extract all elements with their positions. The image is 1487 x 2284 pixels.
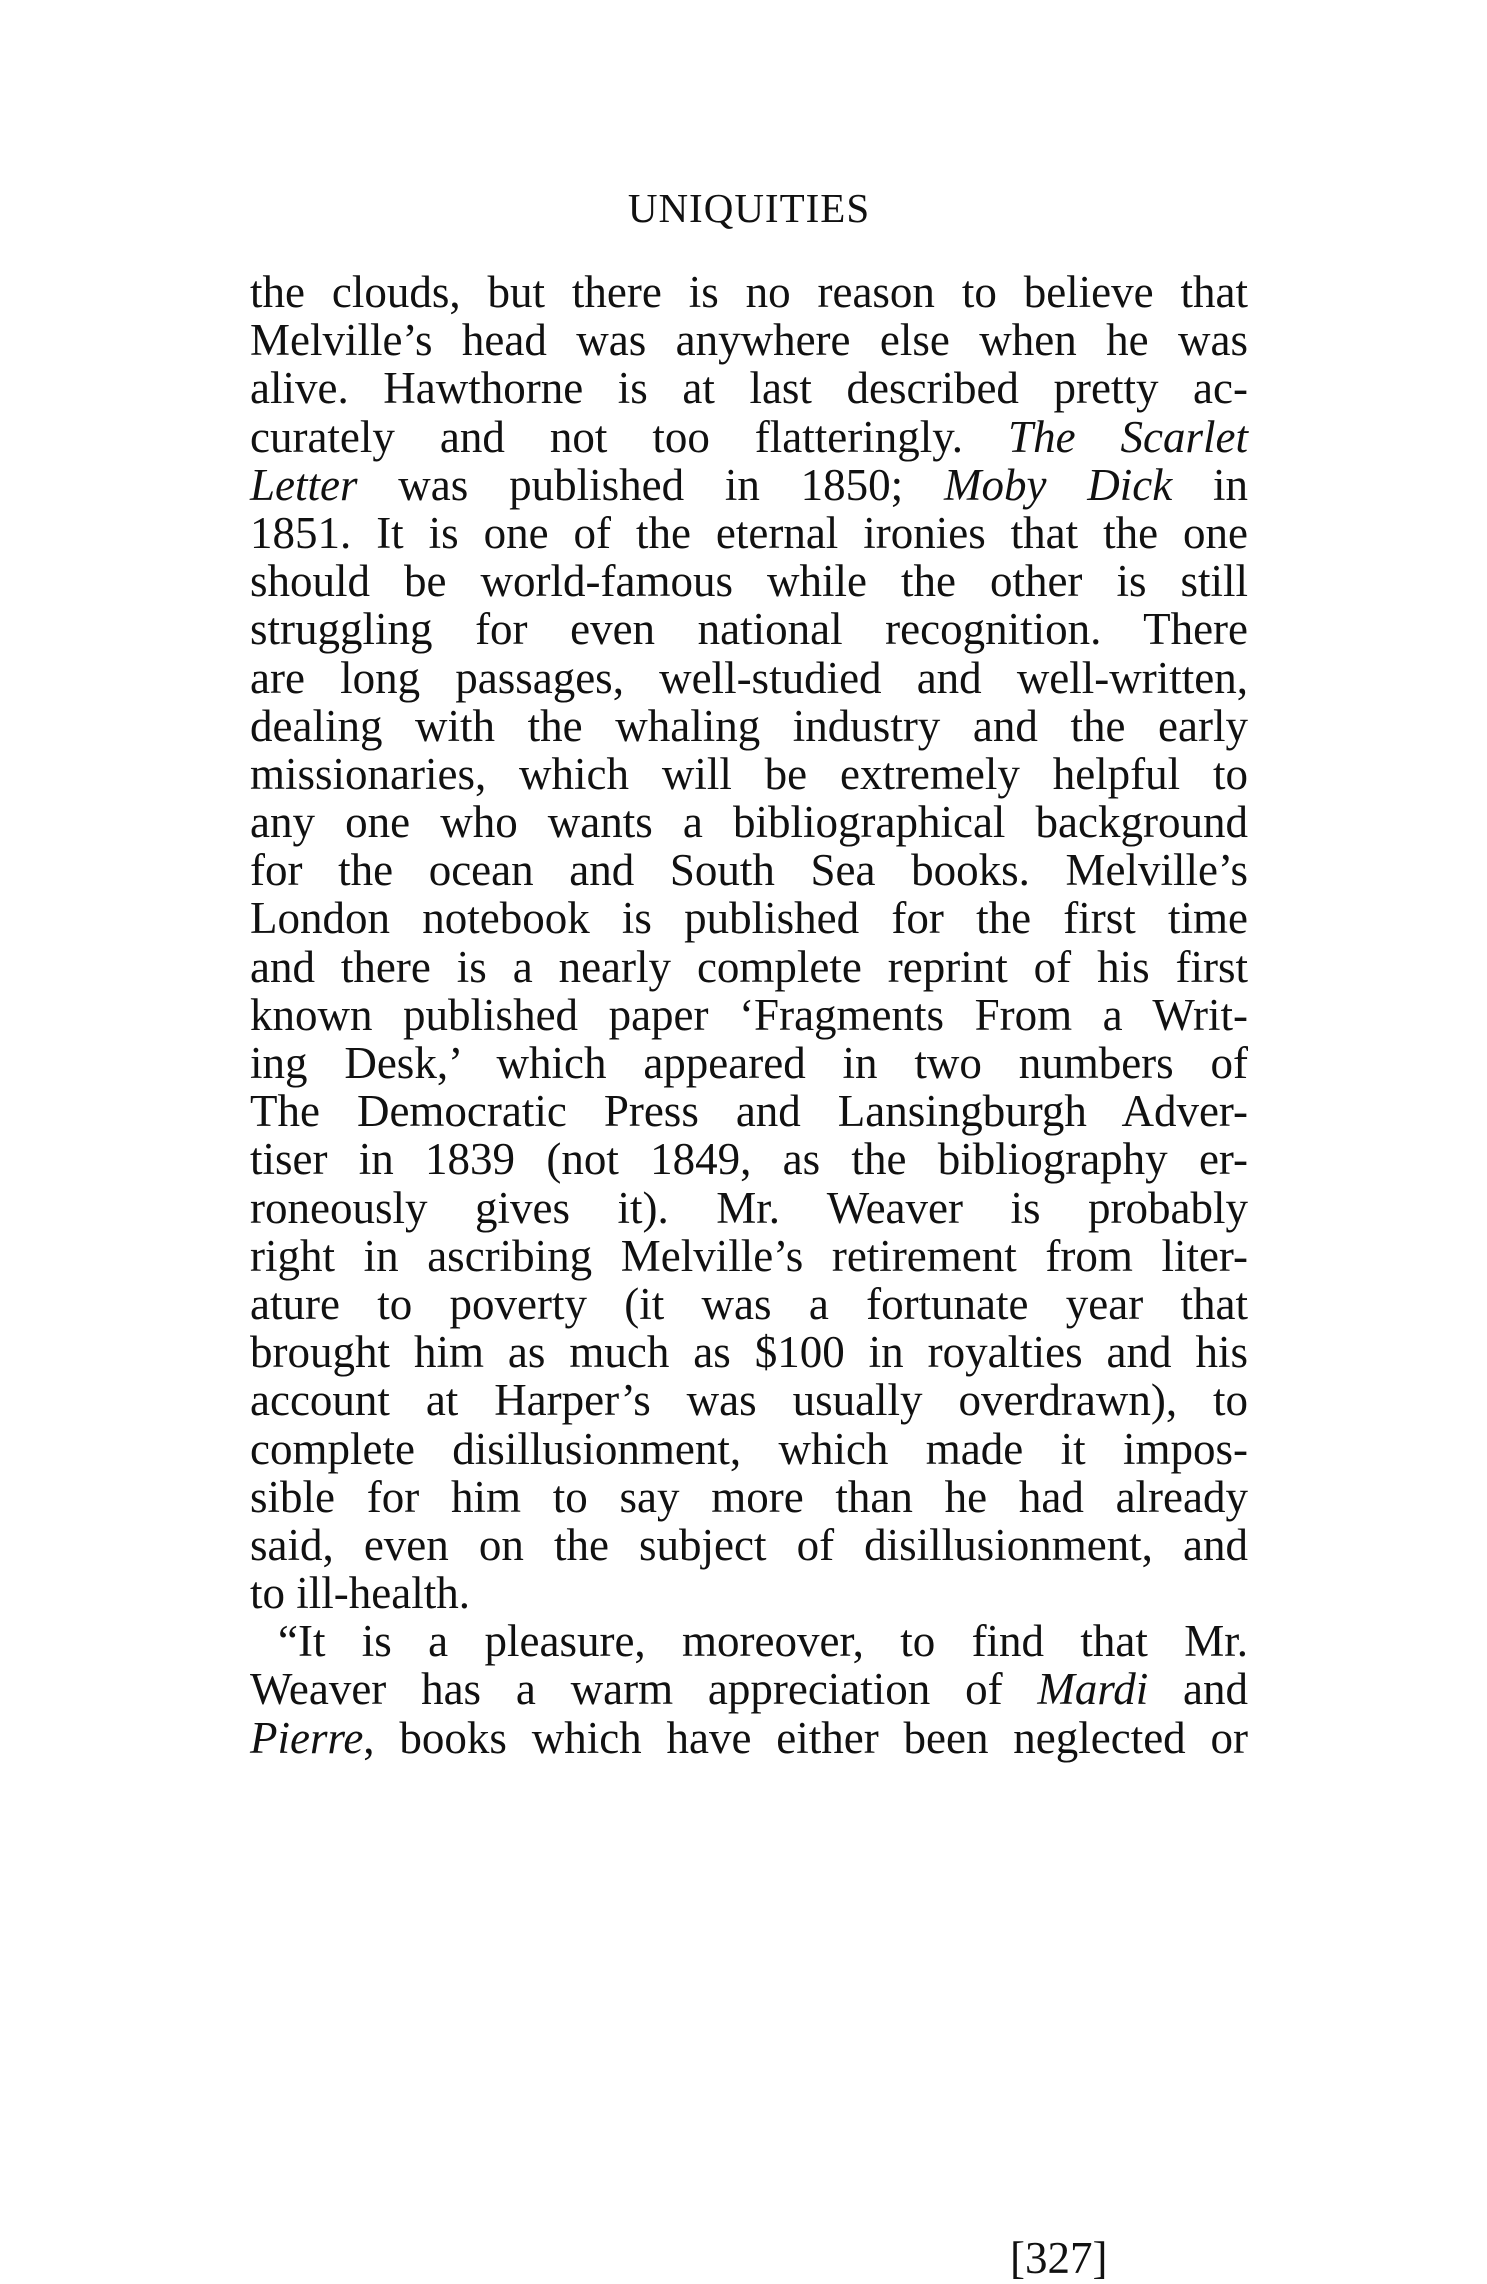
text-run: said, even on the subject of disillusionment, and [250, 1519, 1248, 1570]
text-run: complete disillusionment, which made it impos- [250, 1423, 1248, 1474]
text-run: and there is a nearly complete reprint of his first [250, 941, 1248, 992]
text-run: are long passages, well-studied and well-written, [250, 652, 1248, 703]
text-run: The Democratic Press and Lansingburgh Adver- [250, 1086, 1248, 1137]
italic-title: The Scarlet [1008, 411, 1248, 462]
text-run: “It is a pleasure, moreover, to find that Mr. [278, 1616, 1248, 1667]
text-line [250, 750, 1248, 798]
text-line [250, 1569, 1248, 1617]
text-line [250, 268, 1248, 316]
text-line [250, 557, 1248, 605]
text-line [250, 1232, 1248, 1280]
text-line [250, 943, 1248, 991]
text-run: curately and not too flatteringly. [250, 411, 1009, 462]
text-run: Weaver has a warm appreciation of [250, 1664, 1038, 1715]
text-run: and [1148, 1664, 1248, 1715]
text-run: London notebook is published for the first time [250, 893, 1248, 944]
italic-title: Moby Dick [943, 459, 1173, 510]
text-line [250, 798, 1248, 846]
text-run: any one who wants a bibliographical background [250, 797, 1248, 848]
text-line [250, 364, 1248, 412]
text-run: should be world-famous while the other is still [250, 556, 1248, 607]
text-line [250, 1714, 1248, 1762]
text-run: known published paper ‘Fragments From a Writ- [250, 989, 1248, 1040]
text-run: to ill-health. [250, 1568, 470, 1619]
text-line [250, 1376, 1248, 1424]
text-line [250, 509, 1248, 557]
text-run: dealing with the whaling industry and the early [250, 700, 1248, 751]
text-line [250, 1617, 1248, 1665]
text-line [250, 846, 1248, 894]
text-run: for the ocean and South Sea books. Melville’s [250, 845, 1248, 896]
text-line [250, 316, 1248, 364]
text-run: was published in 1850; [357, 459, 944, 510]
page-number: [327] [1010, 2233, 1108, 2283]
text-run: ature to poverty (it was a fortunate year that [250, 1278, 1248, 1329]
text-line [250, 702, 1248, 750]
italic-title: Letter [250, 459, 358, 510]
italic-title: Pierre [250, 1712, 364, 1763]
text-line [250, 1280, 1248, 1328]
text-run: ing Desk,’ which appeared in two numbers of [250, 1038, 1248, 1088]
text-run: right in ascribing Melville’s retirement from liter- [250, 1230, 1248, 1281]
text-line [250, 1039, 1248, 1087]
text-line [250, 413, 1248, 461]
text-line [250, 991, 1248, 1039]
text-line [250, 1473, 1248, 1521]
text-line [250, 1135, 1248, 1183]
text-run: sible for him to say more than he had already [250, 1471, 1248, 1522]
text-run: 1851. It is one of the eternal ironies that the one [250, 507, 1248, 558]
text-line [250, 654, 1248, 702]
text-line [250, 1665, 1248, 1713]
text-run: tiser in 1839 (not 1849, as the bibliography er- [250, 1134, 1248, 1185]
text-run: in [1172, 459, 1249, 510]
text-line [250, 1184, 1248, 1232]
text-run: Melville’s head was anywhere else when he was [250, 315, 1248, 366]
text-line [250, 461, 1248, 509]
text-run: , books which have either been neglected or [363, 1712, 1248, 1763]
text-line [250, 605, 1248, 653]
italic-title: Mardi [1037, 1664, 1149, 1715]
text-run: missionaries, which will be extremely helpful to [250, 748, 1248, 799]
text-run: alive. Hawthorne is at last described pretty ac- [250, 363, 1248, 414]
text-run: brought him as much as $100 in royalties and his [250, 1327, 1248, 1378]
text-line [250, 1087, 1248, 1135]
text-run: account at Harper’s was usually overdrawn), to [250, 1375, 1248, 1426]
text-line [250, 894, 1248, 942]
text-run: the clouds, but there is no reason to believe that [250, 267, 1248, 317]
text-line [250, 1425, 1248, 1473]
text-line [250, 1521, 1248, 1569]
body-text [250, 268, 1248, 1762]
running-head: UNIQUITIES [627, 185, 871, 231]
text-run: struggling for even national recognition. There [250, 604, 1248, 655]
text-run: roneously gives it). Mr. Weaver is probably [250, 1182, 1248, 1233]
text-line [250, 1328, 1248, 1376]
